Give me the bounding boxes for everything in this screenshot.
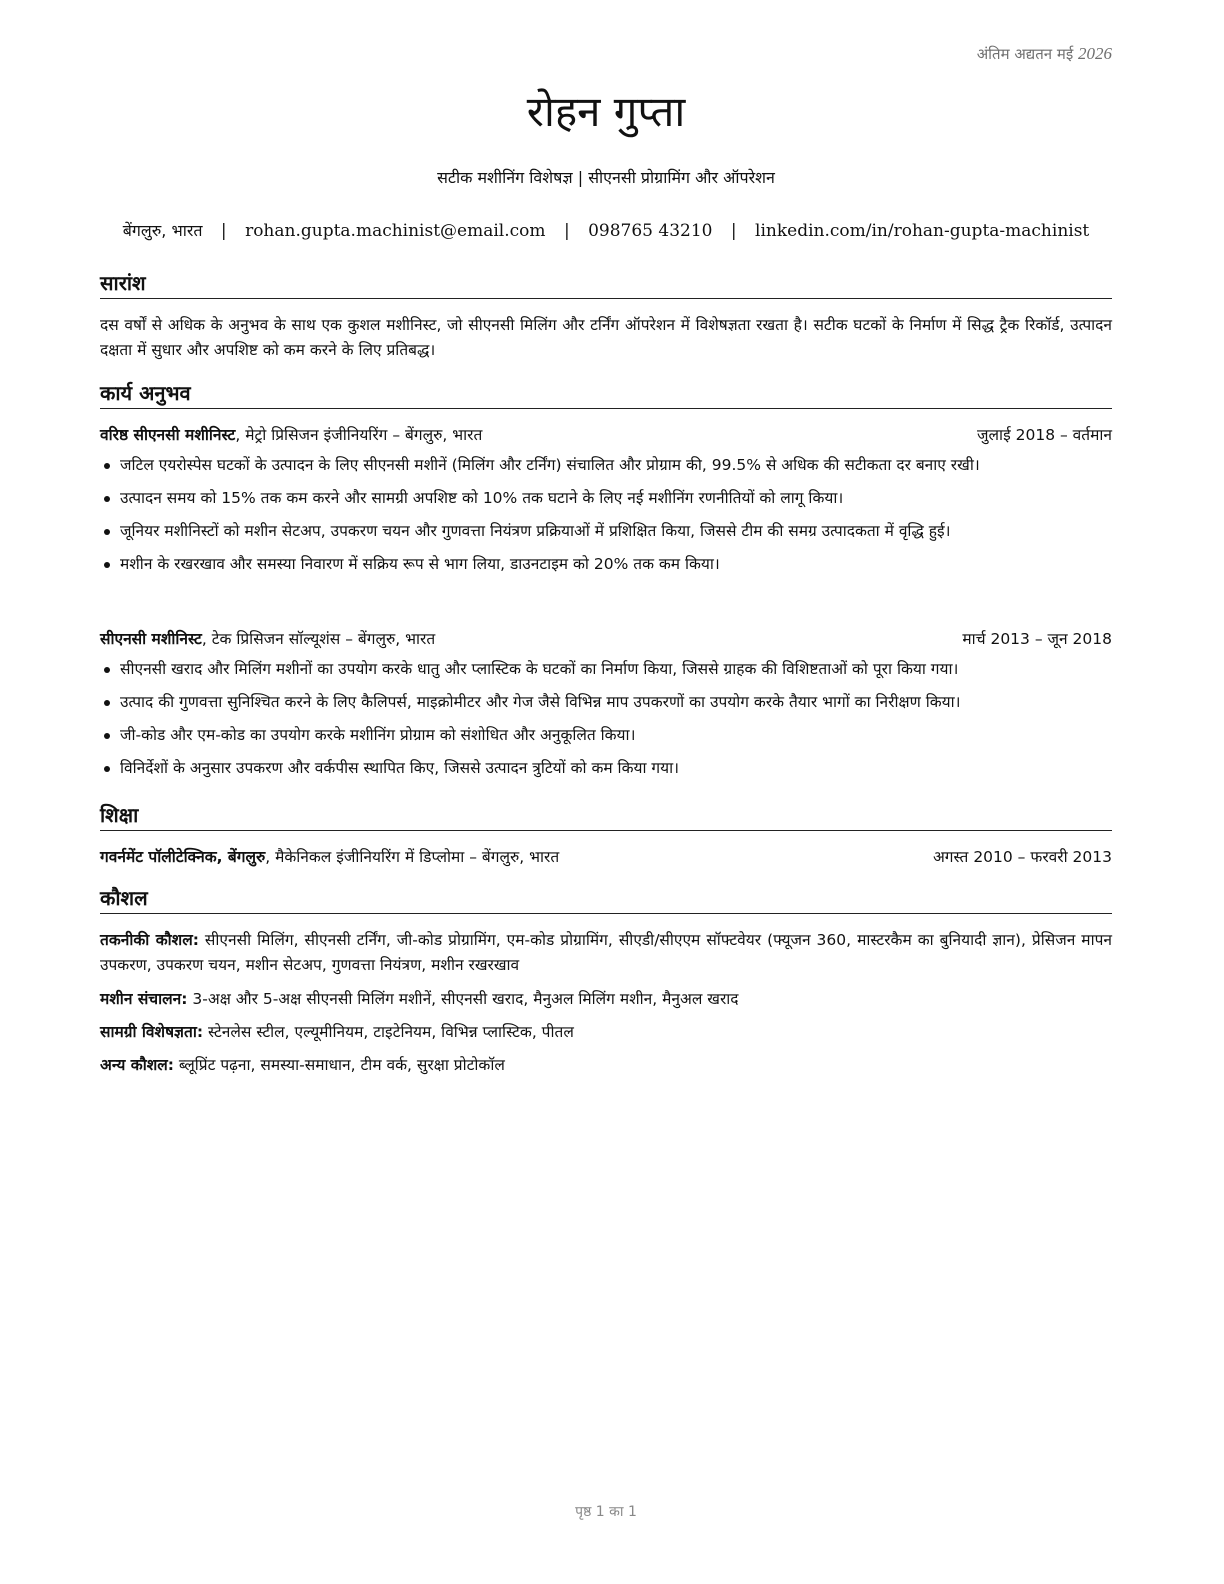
skill-label: अन्य कौशल: bbox=[100, 1056, 174, 1074]
skill-label: तकनीकी कौशल: bbox=[100, 931, 199, 949]
contact-separator: | bbox=[730, 221, 737, 241]
contact-separator: | bbox=[220, 221, 227, 241]
education-entry bbox=[100, 845, 1112, 869]
skill-label: मशीन संचालन: bbox=[100, 990, 188, 1008]
job-company: , मेट्रो प्रिसिजन इंजीनियरिंग – बेंगलुरु, भारत bbox=[235, 426, 483, 444]
contact-linkedin-link[interactable]: linkedin.com/in/rohan-gupta-machinist bbox=[755, 221, 1090, 241]
section-title-summary: सारांश bbox=[100, 270, 1112, 299]
job-title: सीएनसी मशीनिस्ट bbox=[100, 630, 202, 648]
job-dates: जुलाई 2018 – वर्तमान bbox=[977, 426, 1112, 444]
job-bullet: सीएनसी खराद और मिलिंग मशीनों का उपयोग करके धातु और प्लास्टिक के घटकों का निर्माण किया, जिससे ग्राहक की विशिष्टताओं को पूरा किया गया। bbox=[100, 657, 1112, 681]
contact-line bbox=[100, 219, 1112, 241]
job-bullet: मशीन के रखरखाव और समस्या निवारण में सक्रिय रूप से भाग लिया, डाउनटाइम को 20% तक कम किया। bbox=[100, 552, 1112, 576]
skill-text: सीएनसी मिलिंग, सीएनसी टर्निंग, जी-कोड प्रोग्रामिंग, एम-कोड प्रोग्रामिंग, सीएडी/सीएएम सॉफ्टवेयर (फ्यूजन 360, मास्टरकैम का बुनियादी ज्ञान), प्रेसिजन मापन उपकरण, उपकरण चयन, मशीन सेटअप, गुणवत्ता नियंत्रण, मशीन रखरखाव bbox=[100, 931, 1112, 974]
section-title-experience: कार्य अनुभव bbox=[100, 380, 1112, 409]
skill-text: 3-अक्ष और 5-अक्ष सीएनसी मिलिंग मशीनें, सीएनसी खराद, मैनुअल मिलिंग मशीन, मैनुअल खराद bbox=[187, 990, 739, 1008]
job-bullet: उत्पाद की गुणवत्ता सुनिश्चित करने के लिए कैलिपर्स, माइक्रोमीटर और गेज जैसे विभिन्न माप उपकरणों का उपयोग करके तैयार भागों का निरीक्षण किया। bbox=[100, 690, 1112, 714]
job-title: वरिष्ठ सीएनसी मशीनिस्ट bbox=[100, 426, 236, 444]
skill-line bbox=[100, 1053, 1112, 1078]
last-updated-year: 2026 bbox=[1078, 44, 1112, 63]
job-header bbox=[100, 423, 1112, 447]
page-number: पृष्ठ 1 का 1 bbox=[575, 1504, 637, 1520]
education-detail: , मैकेनिकल इंजीनियरिंग में डिप्लोमा – बेंगलुरु, भारत bbox=[265, 848, 560, 866]
education-school: गवर्नमेंट पॉलीटेक्निक, बेंगलुरु bbox=[100, 848, 266, 866]
skill-line bbox=[100, 928, 1112, 978]
job-bullet: जी-कोड और एम-कोड का उपयोग करके मशीनिंग प्रोग्राम को संशोधित और अनुकूलित किया। bbox=[100, 723, 1112, 747]
contact-location: बेंगलुरु, भारत bbox=[122, 221, 203, 240]
tagline: सटीक मशीनिंग विशेषज्ञ | सीएनसी प्रोग्रामिंग और ऑपरेशन bbox=[437, 168, 775, 187]
job-bullets bbox=[100, 453, 1112, 585]
job-bullets bbox=[100, 657, 1112, 789]
skill-text: ब्लूप्रिंट पढ़ना, समस्या-समाधान, टीम वर्क, सुरक्षा प्रोटोकॉल bbox=[173, 1056, 505, 1074]
job-dates: मार्च 2013 – जून 2018 bbox=[962, 630, 1112, 648]
job-bullet: जूनियर मशीनिस्टों को मशीन सेटअप, उपकरण चयन और गुणवत्ता नियंत्रण प्रक्रियाओं में प्रशिक्षित किया, जिससे टीम की समग्र उत्पादकता में वृद्धि हुई। bbox=[100, 519, 1112, 543]
skill-line bbox=[100, 1020, 1112, 1045]
job-bullet: जटिल एयरोस्पेस घटकों के उत्पादन के लिए सीएनसी मशीनें (मिलिंग और टर्निंग) संचालित और प्रोग्राम की, 99.5% से अधिक की सटीकता दर बनाए रखी। bbox=[100, 453, 1112, 477]
contact-email-link[interactable]: rohan.gupta.machinist@email.com bbox=[245, 221, 546, 241]
last-updated-label: अंतिम अद्यतन मई bbox=[976, 45, 1074, 63]
education-dates: अगस्त 2010 – फरवरी 2013 bbox=[932, 848, 1112, 866]
section-title-skills: कौशल bbox=[100, 885, 1112, 914]
skill-text: स्टेनलेस स्टील, एल्यूमीनियम, टाइटेनियम, विभिन्न प्लास्टिक, पीतल bbox=[203, 1023, 574, 1041]
job-header bbox=[100, 627, 1112, 651]
last-updated bbox=[977, 44, 1112, 64]
job-bullet: उत्पादन समय को 15% तक कम करने और सामग्री अपशिष्ट को 10% तक घटाने के लिए नई मशीनिंग रणनीतियों को लागू किया। bbox=[100, 486, 1112, 510]
skill-label: सामग्री विशेषज्ञता: bbox=[100, 1023, 204, 1041]
skill-line bbox=[100, 987, 1112, 1012]
contact-phone: 098765 43210 bbox=[588, 221, 713, 241]
resume-page bbox=[100, 0, 1112, 1584]
job-bullet: विनिर्देशों के अनुसार उपकरण और वर्कपीस स्थापित किए, जिससे उत्पादन त्रुटियों को कम किया गया। bbox=[100, 756, 1112, 780]
section-title-education: शिक्षा bbox=[100, 802, 1112, 831]
contact-separator: | bbox=[563, 221, 570, 241]
summary-text: दस वर्षों से अधिक के अनुभव के साथ एक कुशल मशीनिस्ट, जो सीएनसी मिलिंग और टर्निंग ऑपरेशन में विशेषज्ञता रखता है। सटीक घटकों के निर्माण में सिद्ध ट्रैक रिकॉर्ड, उत्पादन दक्षता में सुधार और अपशिष्ट को कम करने के लिए प्रतिबद्ध। bbox=[100, 316, 1112, 359]
candidate-name: रोहन गुप्ता bbox=[526, 87, 686, 136]
job-company: , टेक प्रिसिजन सॉल्यूशंस – बेंगलुरु, भारत bbox=[201, 630, 436, 648]
